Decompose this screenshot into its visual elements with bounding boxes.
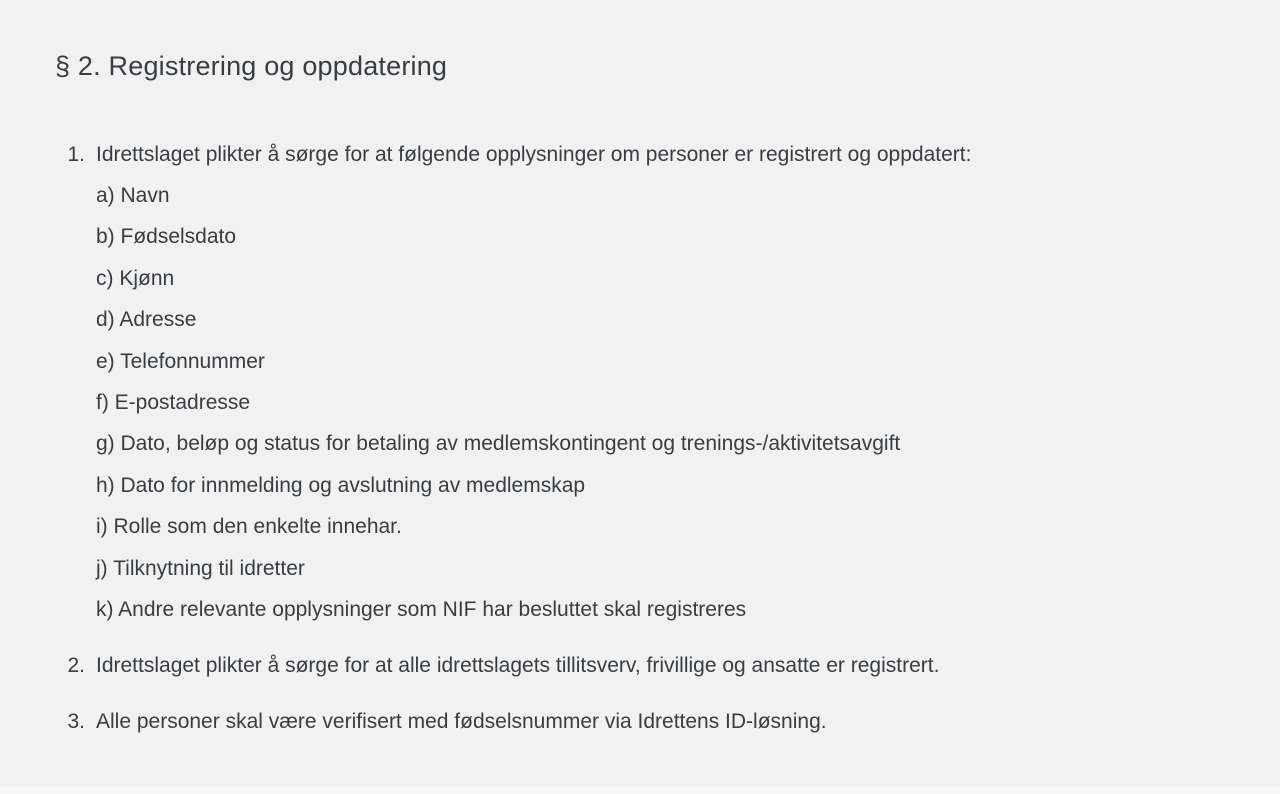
list-item-text: Idrettslaget plikter å sørge for at følgende opplysninger om personer er registrert og oppdatert:: [96, 143, 972, 166]
list-item-number: 2.: [67, 654, 85, 678]
subitem-i: i) Rolle som den enkelte innehar.: [96, 515, 402, 539]
list-item-body: [96, 645, 1240, 686]
list-item-body: [96, 134, 1240, 630]
bottom-edge-strip: [0, 787, 1280, 794]
list-item-3: [55, 701, 1240, 742]
subitem-g: g) Dato, beløp og status for betaling av medlemskontingent og trenings-/aktivitetsavgift: [96, 432, 901, 456]
subitem-f: f) E-postadresse: [96, 391, 251, 415]
subitem-e: e) Telefonnummer: [96, 349, 265, 373]
list-item-text: Alle personer skal være verifisert med fødselsnummer via Idrettens ID-løsning.: [96, 710, 827, 734]
subitem-h: h) Dato for innmelding og avslutning av medlemskap: [96, 473, 586, 497]
section-list: [55, 134, 1240, 742]
section-heading: § 2. Registrering og oppdatering: [55, 51, 448, 81]
list-item-number: 3.: [67, 710, 85, 734]
subitem-k: k) Andre relevante opplysninger som NIF har besluttet skal registreres: [96, 598, 747, 622]
subitem-c: c) Kjønn: [96, 266, 175, 290]
subitem-d: d) Adresse: [96, 308, 197, 332]
list-item-number: 1.: [67, 143, 85, 166]
list-item-text: Idrettslaget plikter å sørge for at alle idrettslagets tillitsverv, frivillige og ansatte er registrert.: [96, 654, 940, 678]
subitem-j: j) Tilknytning til idretter: [96, 556, 305, 580]
list-item-2: [55, 645, 1240, 686]
subitem-b: b) Fødselsdato: [96, 225, 237, 249]
list-item-1: [55, 134, 1240, 630]
list-item-body: [96, 701, 1240, 742]
subitem-list: [96, 175, 1240, 630]
subitem-a: a) Navn: [96, 184, 170, 207]
